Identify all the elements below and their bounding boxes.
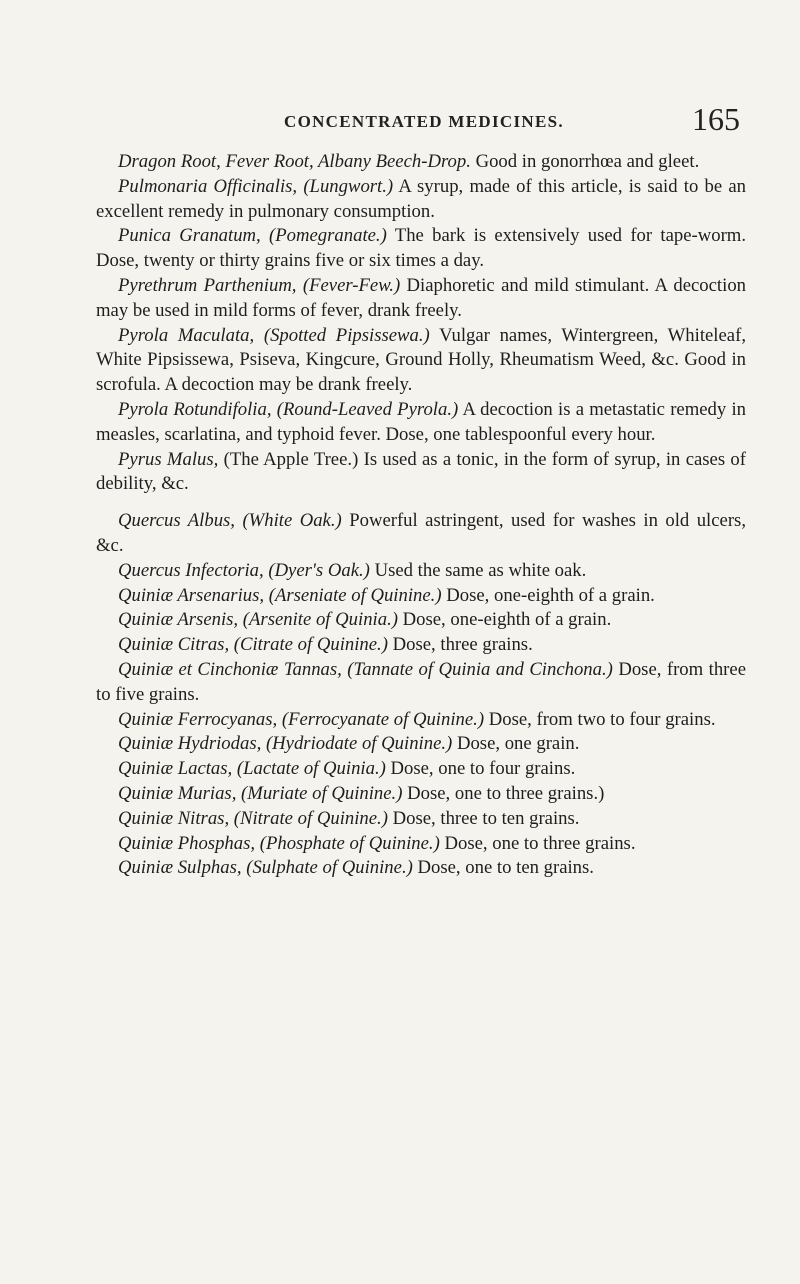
- entry-term: Pyrola Rotundifolia,: [118, 398, 272, 420]
- entry-common-name: (Lactate of Quinia.): [236, 758, 386, 780]
- entry: [96, 856, 746, 881]
- entry: [96, 708, 746, 733]
- entry-common-name: (Tannate of Quinia and Cinchona.): [347, 658, 613, 680]
- entry-term: Quiniæ Citras,: [118, 634, 230, 656]
- entry-text: Dose, three to ten grains.: [387, 807, 580, 829]
- entry-common-name: (Hydriodate of Quinine.): [265, 733, 453, 755]
- entry-term: Quercus Albus,: [118, 510, 235, 532]
- entry: [96, 584, 746, 609]
- entry: [96, 175, 746, 225]
- entry: [96, 398, 746, 448]
- entry: [96, 633, 746, 658]
- page-number: 165: [692, 101, 740, 137]
- entry-common-name: (Arseniate of Quinine.): [268, 584, 442, 606]
- entry-text: Dose, from two to four grains.: [484, 708, 716, 730]
- entry-common-name: (Ferrocyanate of Quinine.): [281, 708, 485, 730]
- entry-text: Dose, one to ten grains.: [412, 857, 594, 879]
- entry-text: A decoction is a metastatic remedy in measles, scarlatina, and typhoid fever. Dose, one tablespoonful every hour.: [96, 398, 747, 445]
- entry-text: Is used as a tonic, in the form of syrup, in cases of debility, &c.: [96, 448, 746, 495]
- entry-text: Powerful astringent, used for washes in old ulcers, &c.: [96, 510, 746, 556]
- entry-term: Quiniæ Murias,: [118, 782, 237, 804]
- entry: [96, 448, 746, 498]
- entry-term: Quiniæ Nitras,: [118, 807, 230, 829]
- entry-term: Dragon Root, Fever Root, Albany Beech-Drop.: [118, 151, 471, 172]
- entry-text: Used the same as white oak.: [369, 559, 587, 581]
- entry-common-name: (Round-Leaved Pyrola.): [276, 398, 459, 420]
- entry-text: Dose, from three to five grains.: [96, 658, 746, 705]
- entry-term: Punica Granatum,: [118, 225, 261, 247]
- entry-common-name: (Lungwort.): [303, 175, 394, 197]
- entry-common-name: (Citrate of Quinine.): [233, 634, 388, 656]
- entry-text: Dose, one to three grains.): [402, 782, 605, 804]
- entry-term: Quiniæ Sulphas,: [118, 857, 242, 879]
- entry-term: Quiniæ Lactas,: [118, 758, 233, 780]
- entry: [96, 224, 746, 274]
- entry-text: Dose, one grain.: [452, 733, 580, 755]
- entry-common-name: (Fever-Few.): [302, 274, 401, 296]
- entry-common-name: (Nitrate of Quinine.): [233, 807, 388, 829]
- entry-list: [96, 150, 746, 881]
- entry: [96, 832, 746, 857]
- page-header: [80, 78, 740, 137]
- entry-text: A syrup, made of this article, is said to be an excellent remedy in pulmonary consumption.: [96, 175, 747, 222]
- entry-common-name: (White Oak.): [242, 510, 342, 532]
- entry-term: Quiniæ Ferrocyanas,: [118, 708, 278, 730]
- entry-text: The bark is extensively used for tape-worm. Dose, twenty or thirty grains five or six times a day.: [96, 225, 747, 272]
- entry: [96, 559, 746, 584]
- entry-text: Vulgar names, Wintergreen, Whiteleaf, White Pipsissewa, Psiseva, Kingcure, Ground Holly, Rheumatism Weed, &c. Good in scrofula. A decoction may be drank freely.: [96, 324, 746, 396]
- running-head: CONCENTRATED MEDICINES.: [284, 112, 564, 131]
- entry-term: Quiniæ Hydriodas,: [118, 733, 262, 755]
- entry-term: Pyrethrum Parthenium,: [118, 274, 297, 296]
- entry: [96, 274, 746, 324]
- entry: [96, 608, 746, 633]
- entry: [96, 732, 746, 757]
- entry: [96, 782, 746, 807]
- entry-text: Dose, three grains.: [387, 634, 533, 656]
- entry-term: Pyrola Maculata,: [118, 324, 255, 346]
- entry-common-name: (Spotted Pipsissewa.): [263, 324, 430, 346]
- entry-text: Dose, one to four grains.: [385, 758, 576, 780]
- entry: [96, 150, 746, 175]
- entry-term: Quiniæ Phosphas,: [118, 832, 256, 854]
- entry-term: Quiniæ Arsenis,: [118, 609, 239, 631]
- entry: [96, 509, 746, 559]
- entry-term: Quiniæ et Cinchoniæ Tannas,: [118, 658, 342, 680]
- entry-text: Dose, one-eighth of a grain.: [397, 609, 612, 631]
- entry: [96, 757, 746, 782]
- entry-term: Pulmonaria Officinalis,: [118, 175, 298, 197]
- entry-common-name: (Phosphate of Quinine.): [259, 832, 440, 854]
- entry-common-name: (Muriate of Quinine.): [241, 782, 403, 804]
- entry-common-name: (The Apple Tree.): [223, 448, 359, 470]
- entry-common-name: (Dyer's Oak.): [268, 559, 370, 581]
- entry-term: Quiniæ Arsenarius,: [118, 584, 265, 606]
- entry-text: Good in gonorrhœa and gleet.: [470, 151, 700, 172]
- entry-term: Quercus Infectoria,: [118, 559, 264, 581]
- entry-common-name: (Sulphate of Quinine.): [246, 857, 413, 879]
- entry: [96, 324, 746, 398]
- entry-term: Pyrus Malus,: [118, 448, 219, 470]
- entry-common-name: (Arsenite of Quinia.): [242, 609, 398, 631]
- entry: [96, 658, 746, 708]
- entry: [96, 807, 746, 832]
- entry-text: Dose, one-eighth of a grain.: [441, 584, 655, 606]
- entry-common-name: (Pomegranate.): [269, 225, 387, 247]
- entry-text: Dose, one to three grains.: [439, 832, 636, 854]
- entry-text: Diaphoretic and mild stimulant. A decoction may be used in mild forms of fever, drank freely.: [96, 274, 747, 321]
